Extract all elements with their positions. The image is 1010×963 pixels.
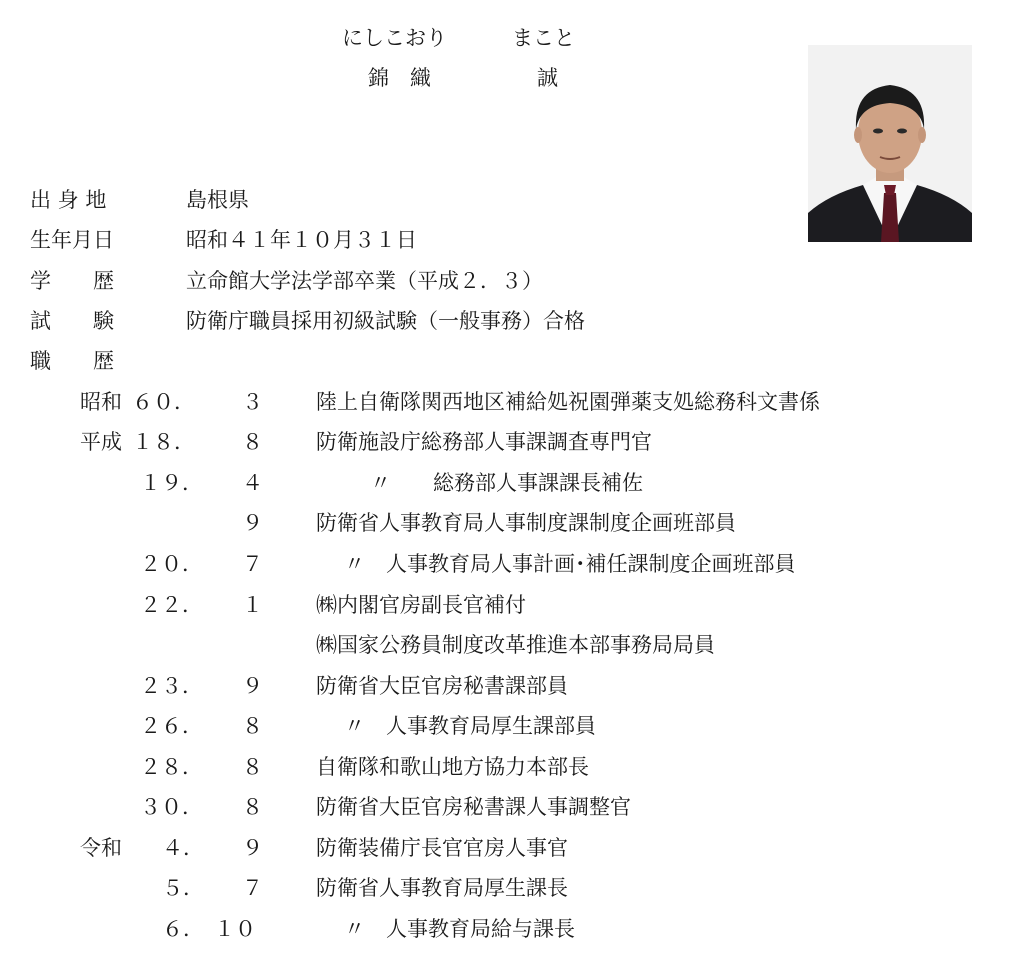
career-era: 昭和 bbox=[80, 390, 122, 414]
career-year: ６０． bbox=[132, 390, 195, 414]
career-year: ２８． bbox=[140, 755, 203, 779]
career-year: ５． bbox=[162, 876, 204, 900]
career-month: ４ bbox=[242, 471, 263, 495]
career-title: 防衛省大臣官房秘書課人事調整官 bbox=[316, 795, 631, 819]
career-title: 防衛省人事教育局人事制度課制度企画班部員 bbox=[316, 511, 736, 535]
career-title: 防衛装備庁長官官房人事官 bbox=[316, 836, 568, 860]
career-era: 平成 bbox=[80, 430, 122, 454]
career-month: ７ bbox=[242, 552, 263, 576]
education-value: 立命館大学法学部卒業（平成２．３） bbox=[186, 269, 543, 293]
career-title: 自衛隊和歌山地方協力本部長 bbox=[316, 755, 589, 779]
education-label: 学 歴 bbox=[30, 269, 114, 293]
birthplace-value: 島根県 bbox=[186, 188, 249, 212]
career-month: ８ bbox=[242, 795, 263, 819]
career-title: 〃 人事教育局人事計画･補任課制度企画班部員 bbox=[344, 552, 796, 576]
career-title: 防衛省大臣官房秘書課部員 bbox=[316, 674, 568, 698]
career-month: ８ bbox=[242, 714, 263, 738]
career-era: 令和 bbox=[80, 836, 122, 860]
career-month: ７ bbox=[242, 876, 263, 900]
career-title: 〃 人事教育局厚生課部員 bbox=[344, 714, 596, 738]
name-surname: 錦 織 bbox=[368, 66, 431, 90]
career-title: 〃 総務部人事課課長補佐 bbox=[370, 471, 643, 495]
career-label: 職 歴 bbox=[30, 349, 114, 373]
exam-value: 防衛庁職員採用初級試験（一般事務）合格 bbox=[186, 309, 585, 333]
career-year: ２２． bbox=[140, 593, 203, 617]
career-title: ㈱国家公務員制度改革推進本部事務局局員 bbox=[316, 633, 715, 657]
career-year: ２６． bbox=[140, 714, 203, 738]
birthplace-label: 出 身 地 bbox=[30, 188, 107, 212]
career-month: １０ bbox=[214, 917, 256, 941]
career-title: ㈱内閣官房副長官補付 bbox=[316, 593, 526, 617]
career-year: １９． bbox=[140, 471, 203, 495]
furigana-surname: にしこおり bbox=[342, 26, 447, 50]
career-month: ８ bbox=[242, 755, 263, 779]
career-month: １ bbox=[242, 593, 263, 617]
career-month: ９ bbox=[242, 511, 263, 535]
career-year: ４． bbox=[162, 836, 204, 860]
career-year: ２０． bbox=[140, 552, 203, 576]
career-month: ８ bbox=[242, 430, 263, 454]
career-year: ３０． bbox=[140, 795, 203, 819]
career-title: 陸上自衛隊関西地区補給処祝園弾薬支処総務科文書係 bbox=[316, 390, 820, 414]
career-month: ９ bbox=[242, 836, 263, 860]
career-month: ３ bbox=[242, 390, 263, 414]
career-month: ９ bbox=[242, 674, 263, 698]
birthdate-value: 昭和４１年１０月３１日 bbox=[186, 228, 417, 252]
birthdate-label: 生年月日 bbox=[30, 228, 114, 252]
career-title: 防衛施設庁総務部人事課調査専門官 bbox=[316, 430, 652, 454]
portrait-photo bbox=[808, 45, 972, 242]
exam-label: 試 験 bbox=[30, 309, 114, 333]
career-title: 防衛省人事教育局厚生課長 bbox=[316, 876, 568, 900]
name-given-name: 誠 bbox=[537, 66, 558, 90]
career-year: ６． bbox=[162, 917, 204, 941]
career-year: ２３． bbox=[140, 674, 203, 698]
career-title: 〃 人事教育局給与課長 bbox=[344, 917, 575, 941]
career-year: １８． bbox=[132, 430, 195, 454]
furigana-given-name: まこと bbox=[512, 26, 575, 50]
